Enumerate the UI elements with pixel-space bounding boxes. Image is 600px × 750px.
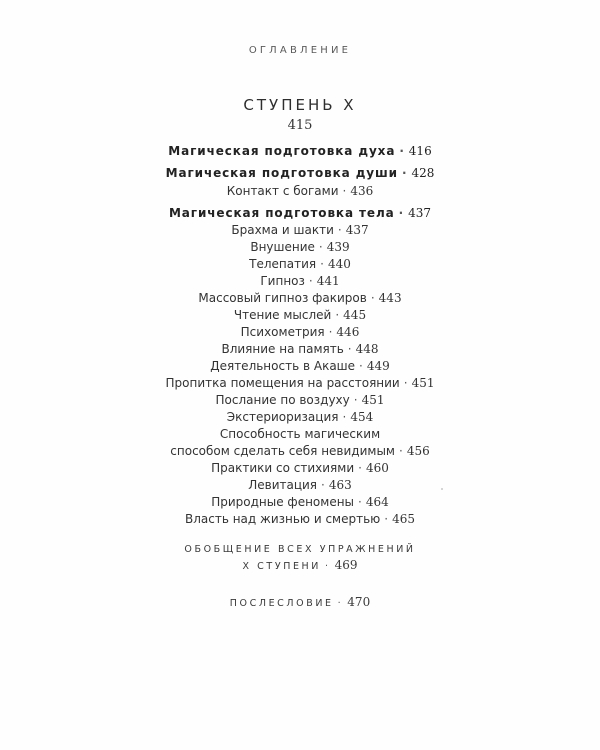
- toc-separator: ·: [384, 512, 389, 526]
- toc-separator: ·: [358, 461, 362, 475]
- toc-entry[interactable]: [0, 376, 600, 390]
- toc-separator: ·: [337, 223, 342, 237]
- toc-entry-label: Практики со стихиями: [211, 461, 355, 475]
- toc-entry-label: Левитация: [248, 478, 318, 492]
- toc-entry-label: Гипноз: [260, 274, 305, 288]
- toc-separator: ·: [403, 376, 408, 390]
- toc-entry-label: Магическая подготовка души: [165, 166, 398, 180]
- step-page-number: 415: [287, 118, 313, 133]
- toc-separator: ·: [359, 359, 363, 373]
- toc-separator: ·: [328, 325, 333, 339]
- paper-speck: [441, 488, 443, 490]
- toc-separator: ·: [321, 478, 325, 492]
- toc-entry[interactable]: [0, 240, 600, 254]
- toc-separator: ·: [399, 144, 405, 158]
- toc-separator: ·: [347, 342, 352, 356]
- toc-entry-page: 416: [408, 144, 432, 158]
- toc-entry[interactable]: [0, 512, 600, 526]
- toc-entry-label: Природные феномены: [211, 495, 355, 509]
- toc-separator: ·: [401, 166, 408, 180]
- toc-entry-label: Контакт с богами: [226, 184, 339, 198]
- toc-entry[interactable]: [0, 359, 600, 373]
- toc-separator: ·: [398, 444, 403, 458]
- toc-entry[interactable]: [0, 257, 600, 271]
- toc-entry-label: Пропитка помещения на расстоянии: [165, 376, 400, 390]
- toc-separator: ·: [342, 410, 347, 424]
- toc-entry-label: Массовый гипноз факиров: [198, 291, 367, 305]
- toc-entry[interactable]: [0, 393, 600, 407]
- toc-entry-page: 464: [365, 495, 389, 509]
- toc-header: ОГЛАВЛЕНИЕ: [248, 45, 352, 56]
- toc-entry[interactable]: [0, 325, 600, 339]
- toc-entry-page: 443: [378, 291, 402, 305]
- toc-entry[interactable]: [0, 166, 600, 180]
- toc-entry-page: 465: [392, 512, 416, 526]
- toc-entry-page: 446: [336, 325, 360, 339]
- toc-entry-page: 440: [327, 257, 351, 271]
- toc-entry[interactable]: [0, 444, 600, 458]
- toc-separator: ·: [353, 393, 358, 407]
- toc-separator: ·: [318, 240, 323, 254]
- toc-entry[interactable]: [0, 274, 600, 288]
- toc-separator: ·: [358, 495, 362, 509]
- toc-entry[interactable]: [0, 308, 600, 322]
- toc-entry[interactable]: [0, 144, 600, 158]
- toc-entry[interactable]: [0, 206, 600, 220]
- toc-entry-page: 463: [328, 478, 352, 492]
- toc-entry[interactable]: [0, 495, 600, 509]
- toc-summary-line[interactable]: [0, 558, 600, 572]
- toc-entry[interactable]: [0, 342, 600, 356]
- toc-separator: ·: [325, 561, 331, 572]
- toc-entry-page: 437: [345, 223, 369, 237]
- toc-entry-label: Деятельность в Акаше: [210, 359, 356, 373]
- toc-entry-label: Магическая подготовка духа: [168, 144, 396, 158]
- toc-summary-page: 469: [334, 558, 358, 572]
- toc-entry[interactable]: [0, 478, 600, 492]
- toc-entry-label: Власть над жизнью и смертью: [184, 512, 381, 526]
- toc-separator: ·: [342, 184, 347, 198]
- toc-entry-page: 428: [411, 166, 435, 180]
- toc-entry[interactable]: [0, 223, 600, 237]
- toc-entry-label: Послание по воздуху: [215, 393, 350, 407]
- toc-entry-label: способом сделать себя невидимым: [170, 444, 395, 458]
- toc-entry-page: 454: [350, 410, 374, 424]
- toc-entry-label: Брахма и шакти: [231, 223, 334, 237]
- toc-entry-label: Способность магическим: [219, 427, 381, 441]
- toc-entry-page: 456: [406, 444, 430, 458]
- toc-separator: ·: [337, 598, 344, 609]
- toc-entry-page: 460: [365, 461, 389, 475]
- toc-afterword[interactable]: [0, 595, 600, 609]
- toc-entry[interactable]: [0, 461, 600, 475]
- toc-entry-continued[interactable]: [0, 427, 600, 441]
- toc-summary-label: X СТУПЕНИ: [242, 561, 322, 572]
- toc-afterword-page: 470: [347, 595, 371, 609]
- toc-summary-label: ОБОБЩЕНИЕ ВСЕХ УПРАЖНЕНИЙ: [184, 544, 416, 555]
- toc-entry-page: 436: [350, 184, 374, 198]
- toc-entry-label: Магическая подготовка тела: [168, 206, 395, 220]
- toc-entry-page: 441: [316, 274, 340, 288]
- toc-separator: ·: [320, 257, 324, 271]
- toc-entry-page: 448: [355, 342, 379, 356]
- toc-separator: ·: [308, 274, 313, 288]
- toc-entry-label: Телепатия: [249, 257, 317, 271]
- toc-separator: ·: [335, 308, 340, 322]
- toc-summary-line[interactable]: [0, 544, 600, 555]
- step-title: СТУПЕНЬ X: [243, 96, 357, 114]
- toc-entry-page: 439: [326, 240, 350, 254]
- toc-entry[interactable]: [0, 291, 600, 305]
- toc-entry-label: Влияние на память: [221, 342, 344, 356]
- toc-entry-page: 451: [411, 376, 435, 390]
- toc-entry-page: 449: [366, 359, 390, 373]
- toc-entry-label: Внушение: [250, 240, 315, 254]
- toc-separator: ·: [398, 206, 405, 220]
- toc-afterword-label: ПОСЛЕСЛОВИЕ: [229, 598, 334, 609]
- toc-entry-page: 451: [361, 393, 385, 407]
- toc-entry-page: 445: [343, 308, 367, 322]
- toc-entry-page: 437: [408, 206, 432, 220]
- toc-entry-label: Психометрия: [240, 325, 325, 339]
- toc-entry-label: Экстериоризация: [226, 410, 339, 424]
- toc-entry-label: Чтение мыслей: [233, 308, 332, 322]
- toc-entry[interactable]: [0, 184, 600, 198]
- toc-entry[interactable]: [0, 410, 600, 424]
- toc-separator: ·: [370, 291, 375, 305]
